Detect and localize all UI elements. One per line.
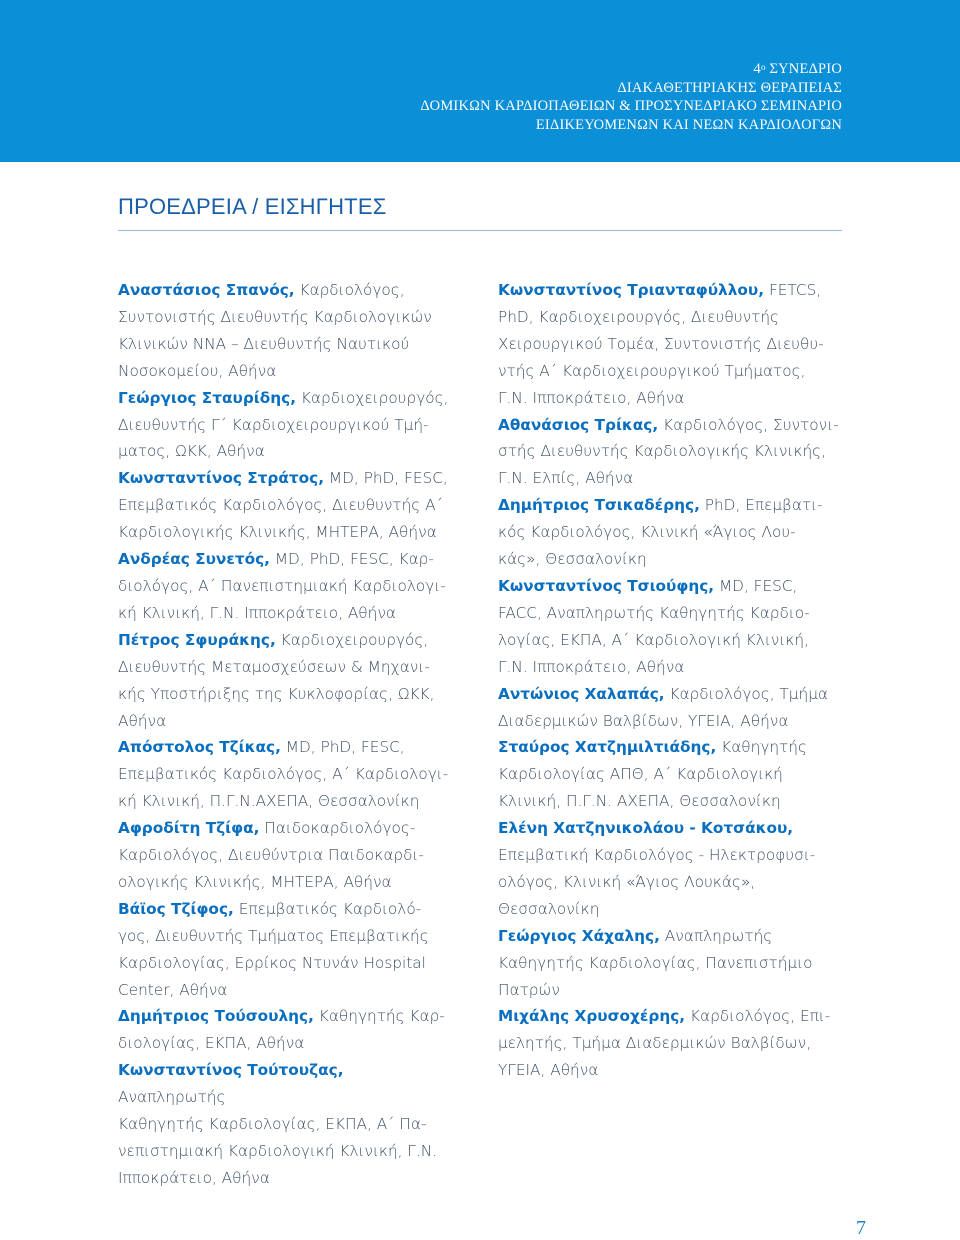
speaker-name: Κωνσταντίνος Τούτουζας, [118, 1061, 344, 1080]
speaker-affiliation-text: Επεμβατικός Καρδιολόγος, Διευθυντής Α΄ [118, 496, 443, 515]
speaker-entry-line [118, 950, 453, 977]
speaker-entry-line [118, 1057, 453, 1111]
conference-header-banner [0, 0, 960, 162]
speaker-entry-line [498, 815, 843, 842]
speaker-entry-line [498, 304, 843, 331]
speaker-affiliation-text: Επεμβατικός Καρδιολόγος, Α΄ Καρδιολογι- [118, 765, 449, 784]
speaker-entry-line [118, 438, 453, 465]
speaker-entry-line [118, 412, 453, 439]
speaker-affiliation-text: Επεμβατική Καρδιολόγος - Ηλεκτροφυσι- [498, 846, 816, 865]
speaker-entry-line [498, 277, 843, 304]
speaker-affiliation-text: FETCS, [764, 281, 822, 299]
speaker-entry [118, 385, 453, 466]
speaker-affiliation-text: Κλινικών ΝΝΑ – Διευθυντής Ναυτικού [118, 334, 410, 353]
speaker-name: Ανδρέας Συνετός, [118, 550, 270, 569]
speaker-affiliation-text: γος, Διευθυντής Τμήματος Επεμβατικής [118, 926, 429, 945]
speaker-affiliation-text: Πατρών [498, 980, 560, 999]
speaker-affiliation-text: Καρδιολόγος, Διευθύντρια Παιδοκαρδι- [118, 846, 424, 865]
speaker-affiliation-text: μελητής, Τμήμα Διαδερμικών Βαλβίδων, [498, 1034, 811, 1053]
speaker-affiliation-text: διολογίας, ΕΚΠΑ, Αθήνα [118, 1034, 305, 1053]
speaker-affiliation-text: Καρδιολογίας, Ερρίκος Ντυνάν Hospital [118, 953, 426, 972]
speaker-affiliation-text: Αναπληρωτής [659, 926, 773, 945]
speaker-affiliation-text: Θεσσαλονίκη [498, 899, 600, 918]
conference-title-line-2: ΔΙΑΚΑΘΕΤΗΡΙΑΚΗΣ ΘΕΡΑΠΕΙΑΣ [617, 79, 842, 96]
speaker-affiliation-text: Γ.Ν. Ελπίς, Αθήνα [498, 469, 634, 488]
speaker-affiliation-text: Επεμβατικός Καρδιολό- [233, 899, 422, 918]
speaker-affiliation-text: ΥΓΕΙΑ, Αθήνα [498, 1061, 599, 1080]
speaker-entry [118, 815, 453, 896]
speakers-right-column [498, 277, 843, 1084]
speaker-affiliation-text: Καρδιολόγος, [294, 281, 405, 299]
speaker-entry-line [498, 896, 843, 923]
conference-edition: $4^o$ ΣΥΝΕΔΡΙΟ [753, 61, 842, 77]
speaker-entry-line [498, 977, 843, 1004]
speaker-name: Αναστάσιος Σπανός, [118, 281, 295, 299]
speaker-name: Αφροδίτη Τζίφα, [118, 819, 260, 838]
speaker-name: Αθανάσιος Τρίκας, [498, 415, 659, 434]
speaker-entry [118, 1057, 453, 1192]
speaker-entry [498, 412, 843, 493]
speaker-entry-line [118, 734, 453, 761]
speaker-entry [498, 277, 843, 412]
speaker-entry-line [118, 358, 453, 385]
speaker-entry-line [498, 627, 843, 654]
speaker-entry-line [498, 358, 843, 385]
speaker-affiliation-text: Center, Αθήνα [118, 980, 228, 999]
speaker-affiliation-text: στής Διευθυντής Καρδιολογικής Κλινικής, [498, 442, 827, 461]
speaker-entry-line [118, 869, 453, 896]
speaker-entry-line [118, 1165, 453, 1192]
speaker-affiliation-text: Καρδιοχειρουργός, [275, 630, 429, 649]
speaker-affiliation-text: Ιπποκράτειο, Αθήνα [118, 1168, 270, 1187]
speaker-name: Πέτρος Σφυράκης, [118, 630, 276, 649]
speaker-affiliation-text: PhD, Επεμβατι- [699, 496, 823, 515]
speaker-affiliation-text: ολόγος, Κλινική «Άγιος Λουκάς», [498, 872, 756, 891]
conference-title-line-3: ΔΟΜΙΚΩΝ ΚΑΡΔΙΟΠΑΘΕΙΩΝ & ΠΡΟΣΥΝΕΔΡΙΑΚΟ ΣΕΜΙΝΑΡΙΟ [420, 98, 842, 114]
speaker-entry [118, 277, 453, 385]
speaker-entry-line [498, 654, 843, 681]
speaker-name: Δημήτριος Τσικαδέρης, [498, 496, 700, 515]
speaker-affiliation-text: διολόγος, Α΄ Πανεπιστημιακή Καρδιολογι- [118, 576, 446, 595]
speaker-affiliation-text: Διαδερμικών Βαλβίδων, ΥΓΕΙΑ, Αθήνα [498, 711, 789, 730]
speaker-affiliation-text: Καρδιολόγος, Επι- [685, 1007, 831, 1026]
section-divider [118, 230, 842, 231]
speaker-name: Γεώργιος Σταυρίδης, [118, 388, 297, 407]
speaker-entry [498, 923, 843, 1004]
speaker-affiliation-text: κός Καρδιολόγος, Κλινική «Άγιος Λου- [498, 523, 796, 542]
speaker-affiliation-text: Καθηγητής [716, 738, 807, 757]
speaker-name: Απόστολος Τζίκας, [118, 738, 281, 757]
speaker-entry-line [498, 681, 843, 708]
speaker-affiliation-text: κάς», Θεσσαλονίκη [498, 550, 647, 569]
speaker-affiliation-text: Καθηγητής Καρδιολογίας, ΕΚΠΑ, Α΄ Πα- [118, 1115, 427, 1134]
speaker-entry-line [498, 385, 843, 412]
speaker-entry-line [118, 977, 453, 1004]
speaker-affiliation-text: PhD, Καρδιοχειρουργός, Διευθυντής [498, 307, 780, 326]
speaker-affiliation-text: Αναπληρωτής [118, 1088, 226, 1107]
speaker-affiliation-text: Καρδιολόγος, Συντονι- [658, 415, 839, 434]
speaker-affiliation-text: κής Υποστήριξης της Κυκλοφορίας, ΩΚΚ, [118, 684, 435, 703]
speaker-entry-line [498, 492, 843, 519]
speaker-name: Αντώνιος Χαλαπάς, [498, 684, 665, 703]
speaker-affiliation-text: MD, PhD, FESC, [324, 469, 448, 488]
conference-title [420, 60, 842, 134]
speaker-affiliation-text: νεπιστημιακή Καρδιολογική Κλινική, Γ.Ν. [118, 1142, 438, 1160]
speaker-entry [118, 734, 453, 815]
speaker-affiliation-text: Καρδιολογίας ΑΠΘ, Α΄ Καρδιολογική [498, 765, 783, 784]
speaker-entry-line [118, 1138, 453, 1165]
speaker-entry-line [498, 465, 843, 492]
speaker-entry-line [118, 788, 453, 815]
speaker-entry [118, 546, 453, 627]
speaker-entry-line [118, 654, 453, 681]
speaker-entry-line [498, 600, 843, 627]
speaker-entry [498, 815, 843, 923]
speaker-affiliation-text: ντής Α΄ Καρδιοχειρουργικού Τμήματος, [498, 361, 806, 380]
speaker-entry-line [118, 708, 453, 735]
speaker-entry-line [118, 573, 453, 600]
speaker-entry-line [118, 923, 453, 950]
speaker-affiliation-text: λογίας, ΕΚΠΑ, Α΄ Καρδιολογική Κλινική, [498, 630, 809, 649]
speaker-entry-line [118, 627, 453, 654]
speaker-entry [498, 734, 843, 815]
speakers-left-column [118, 277, 453, 1192]
speaker-entry-line [118, 681, 453, 708]
speaker-entry-line [498, 412, 843, 439]
speaker-affiliation-text: MD, PhD, FESC, [280, 738, 405, 757]
speaker-name: Κωνσταντίνος Τριανταφύλλου, [498, 281, 765, 299]
speaker-entry-line [498, 869, 843, 896]
speaker-affiliation-text: Καθηγητής Καρδιολογίας, Πανεπιστήμιο [498, 953, 813, 972]
speaker-entry-line [118, 385, 453, 412]
speaker-entry-line [498, 573, 843, 600]
speaker-entry-line [498, 1030, 843, 1057]
speaker-entry-line [498, 708, 843, 735]
speaker-entry-line [118, 465, 453, 492]
speaker-affiliation-text: Καρδιοχειρουργός, [296, 388, 449, 407]
speaker-affiliation-text: Καθηγητής Καρ- [313, 1007, 445, 1026]
speaker-entry-line [498, 546, 843, 573]
speaker-entry-line [118, 600, 453, 627]
speaker-name: Κωνσταντίνος Τσιούφης, [498, 576, 715, 595]
speaker-name: Δημήτριος Τούσουλης, [118, 1007, 314, 1026]
speaker-affiliation-text: MD, FESC, [714, 576, 798, 595]
speaker-entry-line [118, 519, 453, 546]
speaker-entry [118, 465, 453, 546]
speaker-name: Ελένη Χατζηνικολάου - Κοτσάκου, [498, 819, 794, 838]
speaker-affiliation-text: Νοσοκομείου, Αθήνα [118, 361, 277, 380]
speaker-affiliation-text: Παιδοκαρδιολόγος- [259, 819, 416, 838]
page-number: 7 [856, 1217, 866, 1239]
speaker-entry-line [118, 304, 453, 331]
speaker-name: Βάϊος Τζίφος, [118, 899, 234, 918]
conference-title-line-4: ΕΙΔΙΚΕΥΟΜΕΝΩΝ ΚΑΙ ΝΕΩΝ ΚΑΡΔΙΟΛΟΓΩΝ [535, 116, 842, 133]
speaker-name: Μιχάλης Χρυσοχέρης, [498, 1007, 686, 1026]
speaker-entry-line [118, 331, 453, 358]
speaker-entry [498, 681, 843, 735]
speaker-entry-line [498, 923, 843, 950]
speaker-entry-line [498, 438, 843, 465]
speaker-entry-line [498, 1003, 843, 1030]
speaker-entry [118, 1003, 453, 1057]
speaker-entry-line [498, 331, 843, 358]
speaker-entry-line [118, 1111, 453, 1138]
speaker-entry-line [498, 734, 843, 761]
speaker-affiliation-text: Καρδιολόγος, Τμήμα [664, 684, 829, 703]
speaker-affiliation-text: Καρδιολογικής Κλινικής, ΜΗΤΕΡΑ, Αθήνα [118, 523, 437, 542]
speaker-entry [498, 573, 843, 681]
speaker-affiliation-text: MD, PhD, FESC, Καρ- [270, 550, 434, 569]
speaker-entry-line [118, 761, 453, 788]
speaker-affiliation-text: Συντονιστής Διευθυντής Καρδιολογικών [118, 307, 432, 326]
speaker-entry-line [118, 546, 453, 573]
speaker-entry-line [498, 519, 843, 546]
speaker-affiliation-text: ματος, ΩΚΚ, Αθήνα [118, 442, 265, 461]
speaker-entry-line [118, 815, 453, 842]
speaker-name: Κωνσταντίνος Στράτος, [118, 469, 325, 488]
speaker-entry-line [498, 950, 843, 977]
speaker-affiliation-text: κή Κλινική, Γ.Ν. Ιπποκράτειο, Αθήνα [118, 603, 396, 622]
speaker-entry-line [118, 492, 453, 519]
speaker-name: Σταύρος Χατζημιλτιάδης, [498, 738, 717, 757]
speaker-affiliation-text: Χειρουργικού Τομέα, Συντονιστής Διευθυ- [498, 334, 824, 353]
speaker-affiliation-text: Αθήνα [118, 711, 167, 730]
speaker-affiliation-text: ολογικής Κλινικής, ΜΗΤΕΡΑ, Αθήνα [118, 872, 392, 891]
speaker-affiliation-text: Διευθυντής Μεταμοσχεύσεων & Μηχανι- [118, 657, 430, 676]
speaker-affiliation-text: Διευθυντής Γ΄ Καρδιοχειρουργικού Τμή- [118, 415, 429, 434]
speaker-affiliation-text: κή Κλινική, Π.Γ.Ν.ΑΧΕΠΑ, Θεσσαλονίκη [118, 792, 420, 811]
speaker-affiliation-text: FACC, Αναπληρωτής Καθηγητής Καρδιο- [498, 603, 810, 622]
speaker-entry-line [498, 761, 843, 788]
speaker-entry-line [118, 896, 453, 923]
speaker-entry-line [498, 842, 843, 869]
speaker-entry-line [118, 1030, 453, 1057]
speaker-entry-line [498, 1057, 843, 1084]
speaker-entry-line [118, 277, 453, 304]
speaker-entry [498, 492, 843, 573]
speaker-entry [118, 896, 453, 1004]
speaker-affiliation-text: Γ.Ν. Ιπποκράτειο, Αθήνα [498, 388, 685, 407]
speaker-entry [118, 627, 453, 735]
speaker-affiliation-text: Γ.Ν. Ιπποκράτειο, Αθήνα [498, 657, 685, 676]
speaker-name: Γεώργιος Χάχαλης, [498, 926, 660, 945]
section-title: ΠΡΟΕΔΡΕΙΑ / ΕΙΣΗΓΗΤΕΣ [118, 194, 387, 219]
speaker-entry [498, 1003, 843, 1084]
speaker-entry-line [498, 788, 843, 815]
speaker-entry-line [118, 1003, 453, 1030]
speaker-affiliation-text: Κλινική, Π.Γ.Ν. ΑΧΕΠΑ, Θεσσαλονίκη [498, 792, 781, 811]
speaker-entry-line [118, 842, 453, 869]
